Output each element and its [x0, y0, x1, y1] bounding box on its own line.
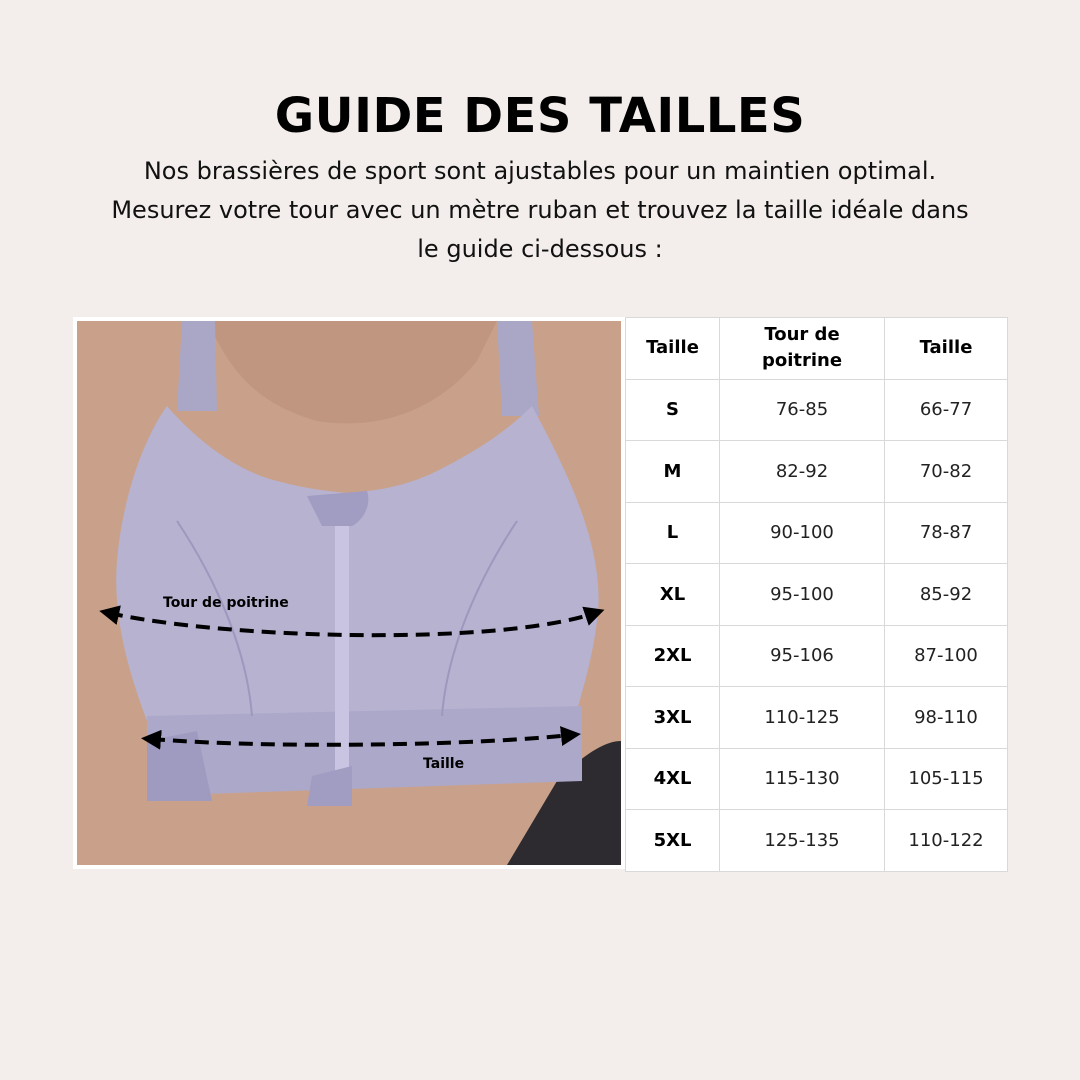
table-row	[626, 810, 1008, 872]
waist-cell: 70-82	[885, 441, 1008, 503]
waist-measure-label: Taille	[423, 756, 465, 772]
chest-cell: 82-92	[720, 441, 885, 503]
waist-cell: 98-110	[885, 687, 1008, 749]
waist-cell: 105-115	[885, 748, 1008, 810]
page-subtitle	[60, 152, 1020, 269]
size-cell: XL	[626, 564, 720, 626]
header-chest	[720, 318, 885, 380]
subtitle-line: le guide ci-dessous :	[417, 235, 663, 263]
size-cell: M	[626, 441, 720, 503]
left-strap	[177, 321, 217, 411]
subtitle-line: Mesurez votre tour avec un mètre ruban et trouvez la taille idéale dans	[111, 196, 969, 224]
zipper	[335, 521, 349, 801]
table-row	[626, 687, 1008, 749]
size-cell: S	[626, 379, 720, 441]
sports-bra-photo	[73, 317, 625, 869]
chest-cell: 90-100	[720, 502, 885, 564]
subtitle-line: Nos brassières de sport sont ajustables pour un maintien optimal.	[143, 157, 937, 185]
sports-bra-illustration	[77, 321, 621, 865]
table-row	[626, 379, 1008, 441]
waist-cell: 66-77	[885, 379, 1008, 441]
waist-cell: 78-87	[885, 502, 1008, 564]
table-row	[626, 502, 1008, 564]
table-row	[626, 625, 1008, 687]
size-rows	[626, 379, 1008, 871]
header-chest-text: Tour de poitrine	[761, 324, 843, 372]
right-strap	[497, 321, 539, 416]
size-cell: 3XL	[626, 687, 720, 749]
chest-cell: 95-100	[720, 564, 885, 626]
size-chart-table	[625, 317, 1008, 872]
header-waist: Taille	[885, 318, 1008, 380]
size-cell: L	[626, 502, 720, 564]
chest-cell: 110-125	[720, 687, 885, 749]
waist-cell: 85-92	[885, 564, 1008, 626]
size-cell: 2XL	[626, 625, 720, 687]
size-cell: 4XL	[626, 748, 720, 810]
waist-cell: 110-122	[885, 810, 1008, 872]
table-row	[626, 441, 1008, 503]
bra-band	[147, 706, 582, 796]
table-header-row	[626, 318, 1008, 380]
page-title: GUIDE DES TAILLES	[274, 88, 806, 144]
chest-cell: 125-135	[720, 810, 885, 872]
size-cell: 5XL	[626, 810, 720, 872]
waist-cell: 87-100	[885, 625, 1008, 687]
table-row	[626, 748, 1008, 810]
table-row	[626, 564, 1008, 626]
chest-cell: 76-85	[720, 379, 885, 441]
chest-cell: 95-106	[720, 625, 885, 687]
header-size: Taille	[626, 318, 720, 380]
chest-cell: 115-130	[720, 748, 885, 810]
chest-measure-label: Tour de poitrine	[163, 595, 289, 611]
